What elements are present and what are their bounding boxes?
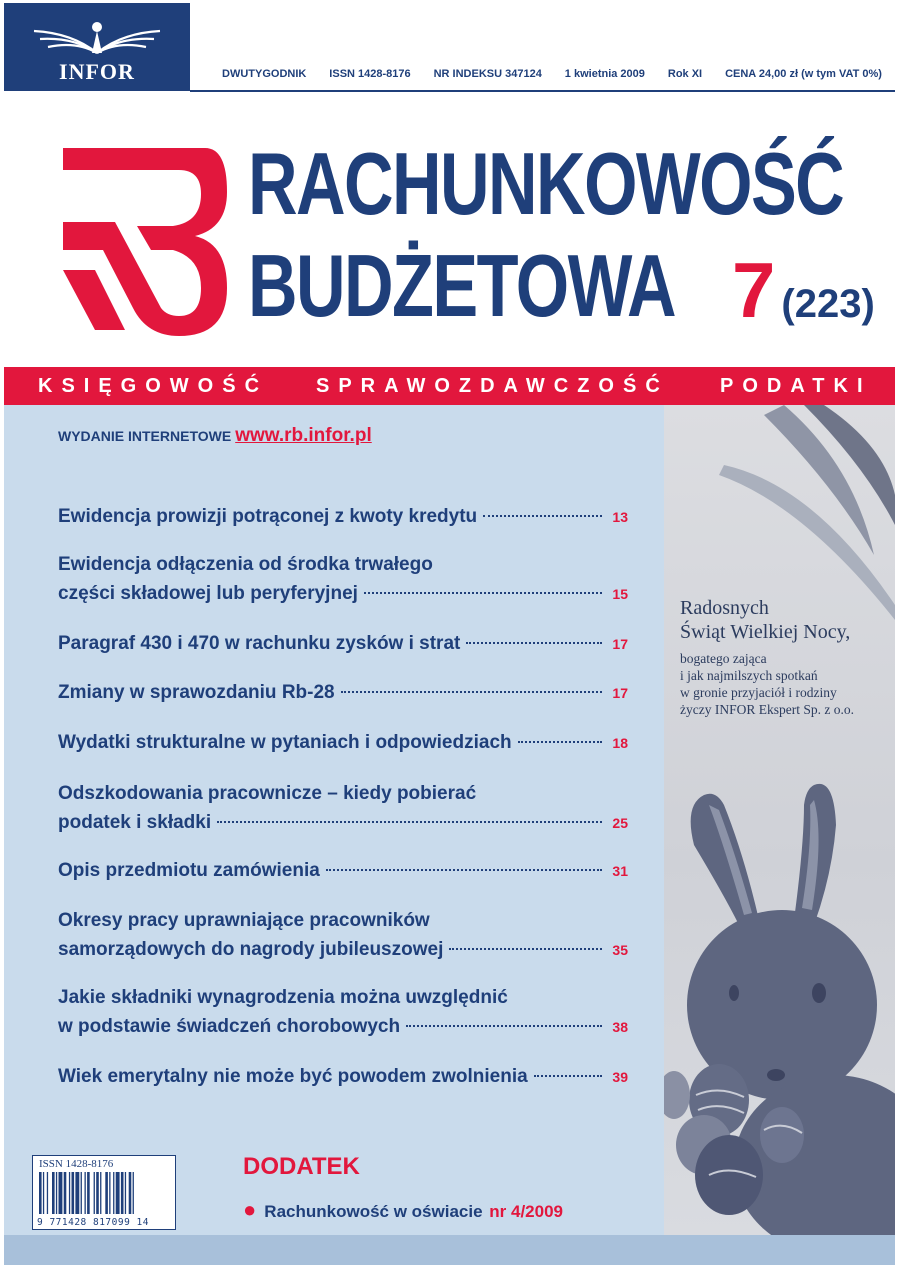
supplement-item[interactable]	[243, 1197, 563, 1223]
header-rule	[190, 90, 895, 92]
toc-page: 31	[612, 863, 628, 879]
issue-total: (223)	[781, 282, 875, 326]
barcode	[32, 1155, 176, 1230]
issue-number	[732, 246, 875, 334]
greeting-body	[680, 650, 890, 718]
toc-item[interactable]	[58, 678, 628, 708]
rb-logo-icon	[55, 140, 230, 340]
toc-leader	[364, 592, 602, 594]
band-section-2: SPRAWOZDAWCZOŚĆ	[316, 375, 669, 397]
issue-meta	[222, 68, 882, 80]
toc-leader	[483, 515, 602, 517]
issue-num: 7	[732, 246, 776, 334]
toc-item[interactable]	[58, 550, 628, 609]
toc-item[interactable]	[58, 629, 628, 659]
wings-icon	[32, 13, 162, 57]
toc-page: 13	[612, 509, 628, 525]
toc-title-line1: Okresy pracy uprawniające pracowników	[58, 910, 430, 931]
toc-page: 17	[612, 636, 628, 652]
toc-leader	[449, 948, 602, 950]
toc-leader	[217, 821, 602, 823]
web-edition-label: WYDANIE INTERNETOWE	[58, 428, 232, 444]
barcode-bars-icon	[39, 1172, 169, 1214]
toc-page: 35	[612, 942, 628, 958]
toc-page: 17	[612, 685, 628, 701]
toc-leader	[406, 1025, 602, 1027]
sections-band	[4, 367, 895, 405]
web-edition-link[interactable]: www.rb.infor.pl	[235, 425, 372, 446]
supplement-title: Rachunkowość w oświacie	[264, 1202, 483, 1221]
bullet-icon: ●	[243, 1197, 257, 1222]
band-section-1: KSIĘGOWOŚĆ	[38, 375, 269, 397]
toc-item[interactable]	[58, 906, 628, 965]
toc-item[interactable]	[58, 728, 628, 758]
toc-title: Wydatki strukturalne w pytaniach i odpowiedziach	[58, 732, 512, 753]
easter-panel	[664, 405, 895, 1235]
band-section-3: PODATKI	[720, 375, 872, 397]
toc-title: podatek i składki	[58, 812, 212, 833]
toc-title-line1: Jakie składniki wynagrodzenia można uwzględnić	[58, 987, 508, 1008]
supplement-heading: DODATEK	[243, 1153, 360, 1180]
toc-leader	[466, 642, 602, 644]
easter-illustration	[664, 405, 895, 1235]
toc-title-line1: Ewidencja odłączenia od środka trwałego	[58, 554, 433, 575]
toc-title: Zmiany w sprawozdaniu Rb-28	[58, 682, 335, 703]
toc-leader	[518, 741, 602, 743]
toc-page: 25	[612, 815, 628, 831]
greeting-line-1: Radosnych	[680, 597, 769, 619]
barcode-issn: ISSN 1428-8176	[39, 1158, 114, 1170]
title-line-2: BUDŻETOWA	[248, 236, 676, 335]
greeting-body-line: bogatego zająca	[680, 651, 767, 666]
greeting-line-2: Świąt Wielkiej Nocy,	[680, 621, 851, 643]
toc-title: Paragraf 430 i 470 w rachunku zysków i strat	[58, 633, 461, 654]
toc-title: samorządowych do nagrody jubileuszowej	[58, 939, 444, 960]
toc-page: 15	[612, 586, 628, 602]
publisher-logo	[4, 3, 190, 91]
supplement-nr: nr 4/2009	[489, 1202, 564, 1221]
barcode-digits: 9 771428 817099 14	[37, 1217, 149, 1228]
meta-issn: ISSN 1428-8176	[329, 68, 411, 80]
toc-item[interactable]	[58, 856, 628, 886]
toc-item[interactable]	[58, 779, 628, 838]
meta-frequency: DWUTYGODNIK	[222, 68, 307, 80]
title-line-1: RACHUNKOWOŚĆ	[248, 134, 844, 233]
toc-item[interactable]	[58, 983, 628, 1042]
toc-item[interactable]	[58, 1062, 628, 1092]
toc-title: Opis przedmiotu zamówienia	[58, 860, 320, 881]
toc-title: Ewidencja prowizji potrąconej z kwoty kredytu	[58, 506, 478, 527]
toc-leader	[326, 869, 602, 871]
bottom-band	[4, 1235, 895, 1265]
toc-title: części składowej lub peryferyjnej	[58, 583, 358, 604]
meta-price: CENA 24,00 zł (w tym VAT 0%)	[725, 68, 882, 80]
meta-index: NR INDEKSU 347124	[433, 68, 542, 80]
toc-title: Wiek emerytalny nie może być powodem zwolnienia	[58, 1066, 528, 1087]
toc-title: w podstawie świadczeń chorobowych	[58, 1016, 401, 1037]
meta-date: 1 kwietnia 2009	[564, 68, 645, 80]
publisher-name: INFOR	[59, 59, 135, 84]
toc-title-line1: Odszkodowania pracownicze – kiedy pobierać	[58, 783, 477, 804]
toc-page: 38	[612, 1019, 628, 1035]
greeting-body-line: życzy INFOR Ekspert Sp. z o.o.	[680, 702, 854, 717]
greeting-body-line: i jak najmilszych spotkań	[680, 668, 818, 683]
web-edition	[58, 425, 372, 447]
toc-leader	[534, 1075, 602, 1077]
meta-year: Rok XI	[667, 68, 703, 80]
toc-page: 18	[612, 735, 628, 751]
toc-page: 39	[612, 1069, 628, 1085]
greeting-body-line: w gronie przyjaciół i rodziny	[680, 685, 837, 700]
toc-leader	[341, 691, 602, 693]
easter-greeting	[680, 596, 890, 718]
toc-item[interactable]	[58, 502, 628, 532]
